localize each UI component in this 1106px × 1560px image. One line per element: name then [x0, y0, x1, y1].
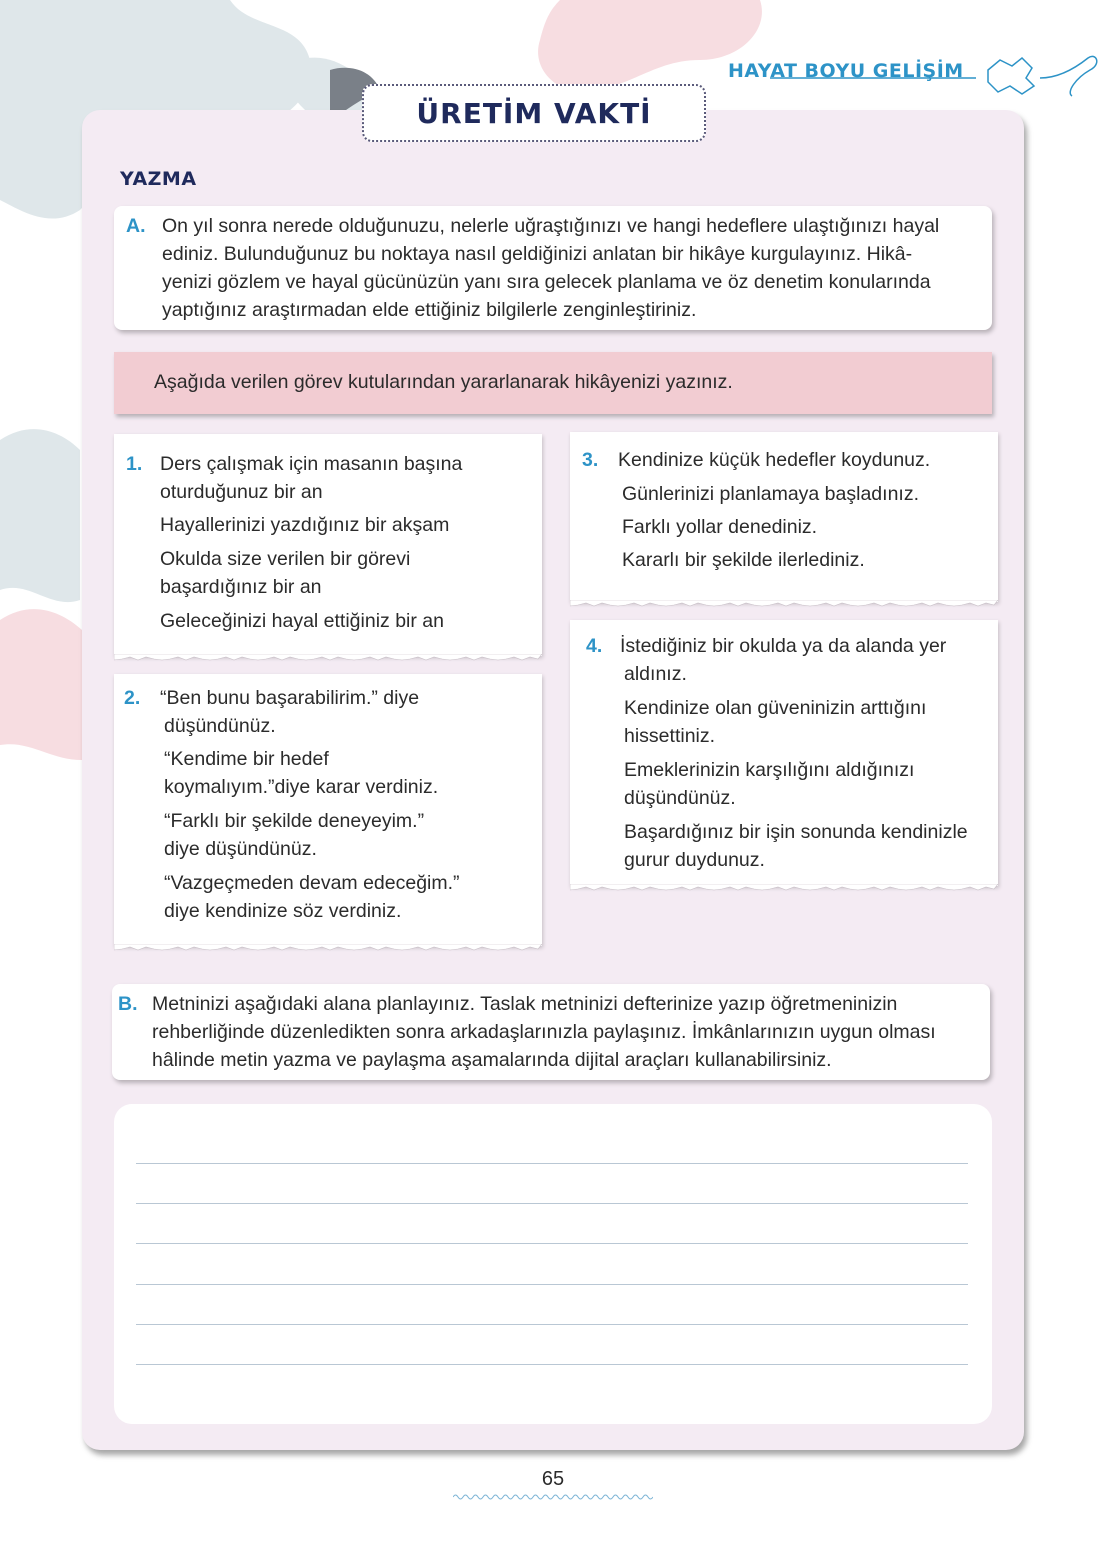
task-line: Emeklerinizin karşılığını aldığınızı — [624, 759, 915, 781]
page-number: 65 — [541, 1468, 565, 1490]
task-line: Kendinize olan güveninizin arttığını — [624, 697, 927, 719]
torn-edge-icon — [114, 654, 542, 662]
instruction-text: Aşağıda verilen görev kutularından yararlanarak hikâyenizi yazınız. — [154, 371, 733, 393]
task-line: Ders çalışmak için masanın başına — [160, 453, 463, 475]
part-a-card — [114, 206, 992, 330]
part-a-line: yaptığınız araştırmadan elde ettiğiniz bilgilerle zenginleştiriniz. — [162, 299, 697, 321]
task-line: Kendinize küçük hedefler koydunuz. — [618, 449, 931, 471]
task-number: 2. — [124, 687, 141, 709]
dotted-chain-icon — [453, 1493, 653, 1501]
part-b-line: hâlinde metin yazma ve paylaşma aşamalarında dijital araçları kullanabilirsiniz. — [152, 1049, 832, 1071]
writing-line — [136, 1243, 968, 1244]
part-b-line: Metninizi aşağıdaki alana planlayınız. Taslak metninizi defterinize yazıp öğretmeninizin — [152, 993, 898, 1015]
task-number: 1. — [126, 453, 143, 475]
writing-area[interactable] — [114, 1104, 992, 1424]
task-line: “Kendime bir hedef — [164, 748, 329, 770]
part-a-letter: A. — [126, 215, 146, 237]
instruction-ribbon — [114, 352, 992, 414]
task-box-3 — [570, 432, 998, 602]
task-line: Günlerinizi planlamaya başladınız. — [622, 483, 919, 505]
page-title: ÜRETİM VAKTİ — [416, 96, 652, 130]
task-line: aldınız. — [624, 663, 687, 685]
task-line: düşündünüz. — [624, 787, 736, 809]
task-number: 4. — [586, 635, 603, 657]
part-a-line: ediniz. Bulunduğunuz bu noktaya nasıl geldiğinizi anlatan bir hikâye kurgulayınız. Hikâ- — [162, 243, 913, 265]
torn-edge-icon — [570, 884, 998, 892]
task-line: İstediğiniz bir okulda ya da alanda yer — [620, 635, 947, 657]
task-line: Hayallerinizi yazdığınız bir akşam — [160, 514, 450, 536]
task-line: “Ben bunu başarabilirim.” diye — [160, 687, 420, 709]
page-title-box — [362, 84, 706, 142]
writing-line — [136, 1324, 968, 1325]
writing-line — [136, 1163, 968, 1164]
part-b-letter: B. — [118, 993, 138, 1015]
torn-edge-icon — [114, 944, 542, 952]
torn-edge-icon — [570, 600, 998, 608]
task-line: Kararlı bir şekilde ilerlediniz. — [622, 549, 865, 571]
part-b-line: rehberliğinde düzenledikten sonra arkadaşlarınızla paylaşınız. İmkânlarınızın uygun olması — [152, 1021, 936, 1043]
part-a-line: yenizi gözlem ve hayal gücünüzün yanı sıra gelecek planlama ve öz denetim konularında — [162, 271, 931, 293]
part-b-card — [112, 984, 990, 1080]
header-title: HAYAT BOYU GELİŞİM — [728, 60, 964, 82]
task-line: Başardığınız bir işin sonunda kendinizle — [624, 821, 968, 843]
task-line: “Vazgeçmeden devam edeceğim.” — [164, 872, 460, 894]
task-line: gurur duydunuz. — [624, 849, 765, 871]
task-number: 3. — [582, 449, 599, 471]
task-line: oturduğunuz bir an — [160, 481, 323, 503]
section-label: YAZMA — [120, 168, 197, 190]
task-box-1 — [114, 434, 542, 656]
part-b-text — [152, 990, 980, 1074]
task-line: diye düşündünüz. — [164, 838, 317, 860]
task-line: hissettiniz. — [624, 725, 716, 747]
task-line: düşündünüz. — [164, 715, 276, 737]
task-line: “Farklı bir şekilde deneyeyim.” — [164, 810, 425, 832]
writing-line — [136, 1364, 968, 1365]
task-line: başardığınız bir an — [160, 576, 322, 598]
task-box-2 — [114, 674, 542, 946]
task-line: Farklı yollar denediniz. — [622, 516, 818, 538]
writing-line — [136, 1203, 968, 1204]
task-box-4 — [570, 620, 998, 886]
task-line: Okulda size verilen bir görevi — [160, 548, 411, 570]
part-a-text — [162, 212, 980, 324]
task-line: Geleceğinizi hayal ettiğiniz bir an — [160, 610, 444, 632]
task-line: diye kendinize söz verdiniz. — [164, 900, 402, 922]
writing-line — [136, 1284, 968, 1285]
task-line: koymalıyım.”diye karar verdiniz. — [164, 776, 439, 798]
part-a-line: On yıl sonra nerede olduğunuzu, nelerle uğraştığınızı ve hangi hedeflere ulaştığınızı hayal — [162, 215, 940, 237]
